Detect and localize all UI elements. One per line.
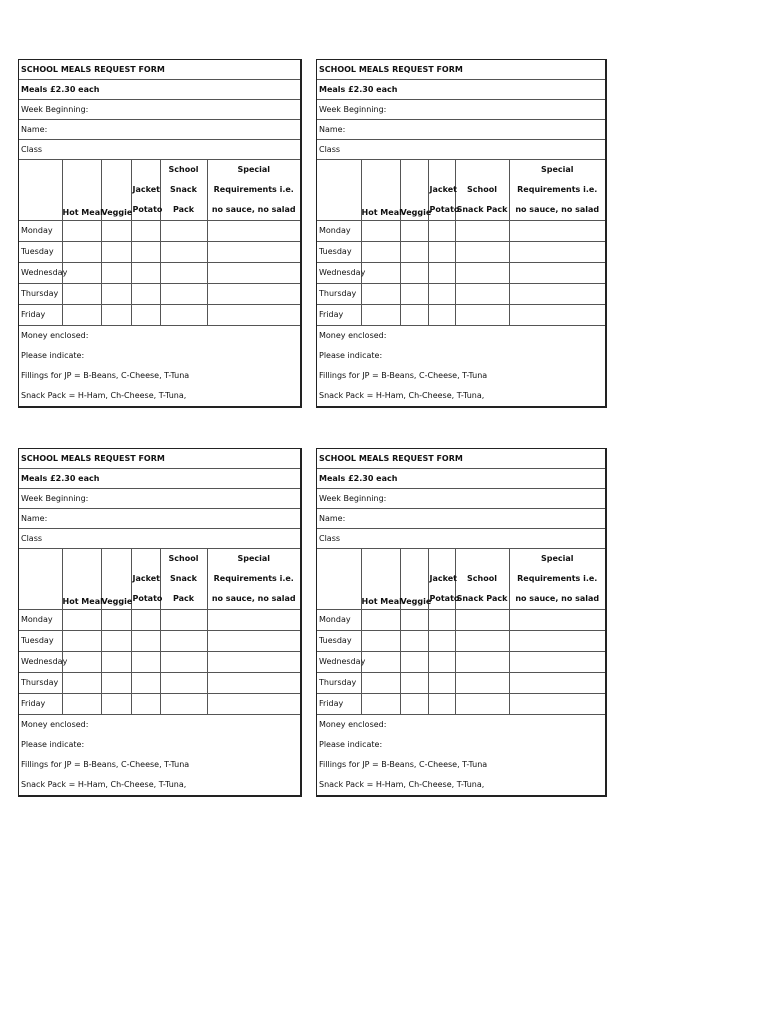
veggie-header: Veggie [400,549,428,610]
meal-request-form [316,59,607,408]
jacket-potato-cell[interactable] [428,673,455,694]
special-requirements-header: Special Requirements i.e. no sauce, no salad [207,160,300,221]
special-cell[interactable] [207,694,300,715]
day-label: Thursday [19,673,62,694]
meal-grid [19,549,300,715]
snack-pack-header: School Snack Pack [455,549,509,610]
money-enclosed-field[interactable]: Money enclosed: [21,331,89,340]
day-label: Friday [317,694,361,715]
special-cell[interactable] [207,652,300,673]
meal-price: Meals £2.30 each [19,80,300,100]
fillings-note: Fillings for JP = B-Beans, C-Cheese, T-Tuna [21,371,190,380]
day-label: Wednesday [317,263,361,284]
veggie-cell[interactable] [400,263,428,284]
day-label: Monday [19,221,62,242]
day-row [19,305,300,326]
special-requirements-header: Special Requirements i.e. no sauce, no salad [207,549,300,610]
form-title: SCHOOL MEALS REQUEST FORM [317,60,605,80]
veggie-header: Veggie [101,160,131,221]
day-row [19,242,300,263]
snack-pack-note: Snack Pack = H-Ham, Ch-Cheese, T-Tuna, [21,780,187,789]
day-row [317,305,605,326]
day-label: Thursday [317,284,361,305]
money-enclosed-field[interactable]: Money enclosed: [319,331,387,340]
day-label: Tuesday [19,242,62,263]
meal-price: Meals £2.30 each [317,80,605,100]
hot-meal-cell[interactable] [361,652,400,673]
jacket-potato-cell[interactable] [428,610,455,631]
meal-grid [317,160,605,326]
snack-pack-note: Snack Pack = H-Ham, Ch-Cheese, T-Tuna, [319,780,485,789]
special-cell[interactable] [509,242,605,263]
day-label: Wednesday [19,652,62,673]
snack-pack-cell[interactable] [160,284,207,305]
jacket-potato-cell[interactable] [428,631,455,652]
hot-meal-cell[interactable] [62,242,101,263]
money-enclosed-field[interactable]: Money enclosed: [319,720,387,729]
jacket-potato-cell[interactable] [131,242,160,263]
snack-pack-note: Snack Pack = H-Ham, Ch-Cheese, T-Tuna, [319,391,485,400]
day-label: Friday [19,694,62,715]
special-cell[interactable] [509,263,605,284]
hot-meal-cell[interactable] [62,673,101,694]
hot-meal-cell[interactable] [361,263,400,284]
please-indicate-label: Please indicate: [21,351,85,360]
special-cell[interactable] [509,694,605,715]
jacket-potato-cell[interactable] [428,284,455,305]
please-indicate-label: Please indicate: [319,351,383,360]
special-cell[interactable] [509,221,605,242]
veggie-cell[interactable] [400,221,428,242]
snack-pack-cell[interactable] [160,652,207,673]
day-row [19,673,300,694]
day-row [317,652,605,673]
hot-meal-cell[interactable] [62,610,101,631]
special-cell[interactable] [207,610,300,631]
jacket-potato-cell[interactable] [131,221,160,242]
snack-pack-cell[interactable] [455,610,509,631]
hot-meal-cell[interactable] [62,631,101,652]
special-cell[interactable] [207,242,300,263]
day-header [317,160,361,221]
snack-pack-header: School Snack Pack [455,160,509,221]
veggie-cell[interactable] [400,673,428,694]
jacket-potato-cell[interactable] [131,673,160,694]
jacket-potato-cell[interactable] [428,305,455,326]
snack-pack-cell[interactable] [455,221,509,242]
hot-meal-header: Hot Meal [62,549,101,610]
jacket-potato-cell[interactable] [131,305,160,326]
hot-meal-cell[interactable] [361,694,400,715]
veggie-cell[interactable] [400,652,428,673]
veggie-cell[interactable] [101,652,131,673]
hot-meal-header: Hot Meal [361,549,400,610]
day-row [317,610,605,631]
money-enclosed-field[interactable]: Money enclosed: [21,720,89,729]
class-field[interactable]: Class [317,140,605,160]
form-title: SCHOOL MEALS REQUEST FORM [19,449,300,469]
hot-meal-cell[interactable] [361,242,400,263]
grid-header-row [317,549,605,610]
snack-pack-header: School Snack Pack [160,549,207,610]
hot-meal-cell[interactable] [62,694,101,715]
veggie-cell[interactable] [101,242,131,263]
hot-meal-header: Hot Meal [62,160,101,221]
fillings-note: Fillings for JP = B-Beans, C-Cheese, T-Tuna [319,760,488,769]
hot-meal-cell[interactable] [62,284,101,305]
hot-meal-cell[interactable] [361,305,400,326]
day-row [19,221,300,242]
form-footer [19,715,300,795]
grid-header-row [19,160,300,221]
day-row [19,610,300,631]
day-label: Thursday [19,284,62,305]
veggie-cell[interactable] [101,673,131,694]
name-field[interactable]: Name: [317,120,605,140]
form-footer [317,715,605,795]
snack-pack-cell[interactable] [455,305,509,326]
special-cell[interactable] [509,652,605,673]
week-beginning-field[interactable]: Week Beginning: [317,489,605,509]
snack-pack-cell[interactable] [160,263,207,284]
snack-pack-note: Snack Pack = H-Ham, Ch-Cheese, T-Tuna, [21,391,187,400]
snack-pack-cell[interactable] [455,284,509,305]
special-cell[interactable] [207,284,300,305]
special-requirements-header: Special Requirements i.e. no sauce, no salad [509,160,605,221]
hot-meal-cell[interactable] [361,284,400,305]
veggie-cell[interactable] [101,631,131,652]
veggie-cell[interactable] [101,610,131,631]
special-cell[interactable] [509,305,605,326]
grid-header-row [19,549,300,610]
hot-meal-cell[interactable] [62,652,101,673]
snack-pack-cell[interactable] [455,694,509,715]
week-beginning-field[interactable]: Week Beginning: [317,100,605,120]
special-cell[interactable] [509,631,605,652]
day-row [317,631,605,652]
jacket-potato-cell[interactable] [131,694,160,715]
veggie-cell[interactable] [400,305,428,326]
day-row [19,263,300,284]
day-row [317,694,605,715]
day-label: Thursday [317,673,361,694]
special-cell[interactable] [509,673,605,694]
special-cell[interactable] [207,221,300,242]
day-header [19,549,62,610]
please-indicate-label: Please indicate: [21,740,85,749]
name-field[interactable]: Name: [19,509,300,529]
snack-pack-cell[interactable] [455,242,509,263]
jacket-potato-cell[interactable] [428,263,455,284]
snack-pack-cell[interactable] [160,221,207,242]
form-footer [19,326,300,406]
fillings-note: Fillings for JP = B-Beans, C-Cheese, T-Tuna [21,760,190,769]
grid-header-row [317,160,605,221]
snack-pack-header: School Snack Pack [160,160,207,221]
jacket-potato-cell[interactable] [131,652,160,673]
veggie-cell[interactable] [101,221,131,242]
jacket-potato-cell[interactable] [131,263,160,284]
form-footer [317,326,605,406]
meal-request-form [18,59,302,408]
snack-pack-cell[interactable] [160,694,207,715]
day-label: Wednesday [317,652,361,673]
special-cell[interactable] [207,263,300,284]
special-cell[interactable] [509,610,605,631]
hot-meal-cell[interactable] [62,305,101,326]
jacket-potato-cell[interactable] [131,610,160,631]
meal-price: Meals £2.30 each [19,469,300,489]
jacket-potato-cell[interactable] [131,284,160,305]
day-row [317,673,605,694]
hot-meal-cell[interactable] [361,673,400,694]
veggie-cell[interactable] [101,305,131,326]
please-indicate-label: Please indicate: [319,740,383,749]
jacket-potato-header: Jacket Potato [428,160,455,221]
day-header [19,160,62,221]
jacket-potato-cell[interactable] [428,242,455,263]
day-row [317,263,605,284]
day-row [19,652,300,673]
special-cell[interactable] [207,673,300,694]
class-field[interactable]: Class [317,529,605,549]
week-beginning-field[interactable]: Week Beginning: [19,100,300,120]
day-label: Tuesday [19,631,62,652]
day-row [317,242,605,263]
snack-pack-cell[interactable] [160,305,207,326]
week-beginning-field[interactable]: Week Beginning: [19,489,300,509]
veggie-cell[interactable] [400,242,428,263]
name-field[interactable]: Name: [19,120,300,140]
special-requirements-header: Special Requirements i.e. no sauce, no salad [509,549,605,610]
fillings-note: Fillings for JP = B-Beans, C-Cheese, T-Tuna [319,371,488,380]
day-header [317,549,361,610]
jacket-potato-header: Jacket Potato [131,160,160,221]
jacket-potato-cell[interactable] [131,631,160,652]
veggie-cell[interactable] [400,694,428,715]
snack-pack-cell[interactable] [160,242,207,263]
snack-pack-cell[interactable] [455,652,509,673]
hot-meal-cell[interactable] [62,263,101,284]
hot-meal-header: Hot Meal [361,160,400,221]
meal-grid [317,549,605,715]
day-row [19,284,300,305]
veggie-cell[interactable] [101,284,131,305]
day-row [19,694,300,715]
snack-pack-cell[interactable] [160,673,207,694]
class-field[interactable]: Class [19,529,300,549]
day-label: Tuesday [317,631,361,652]
hot-meal-cell[interactable] [361,631,400,652]
special-cell[interactable] [509,284,605,305]
jacket-potato-cell[interactable] [428,652,455,673]
meal-request-form [316,448,607,797]
special-cell[interactable] [207,631,300,652]
meal-price: Meals £2.30 each [317,469,605,489]
snack-pack-cell[interactable] [455,673,509,694]
hot-meal-cell[interactable] [361,610,400,631]
snack-pack-cell[interactable] [455,263,509,284]
veggie-cell[interactable] [400,631,428,652]
day-row [317,284,605,305]
hot-meal-cell[interactable] [361,221,400,242]
day-label: Friday [19,305,62,326]
meal-grid [19,160,300,326]
veggie-cell[interactable] [101,694,131,715]
day-row [317,221,605,242]
day-label: Monday [317,221,361,242]
snack-pack-cell[interactable] [160,631,207,652]
day-label: Monday [317,610,361,631]
jacket-potato-header: Jacket Potato [131,549,160,610]
day-label: Monday [19,610,62,631]
jacket-potato-cell[interactable] [428,694,455,715]
form-title: SCHOOL MEALS REQUEST FORM [317,449,605,469]
snack-pack-cell[interactable] [455,631,509,652]
veggie-cell[interactable] [400,610,428,631]
day-label: Friday [317,305,361,326]
special-cell[interactable] [207,305,300,326]
jacket-potato-header: Jacket Potato [428,549,455,610]
jacket-potato-cell[interactable] [428,221,455,242]
veggie-header: Veggie [400,160,428,221]
veggie-cell[interactable] [101,263,131,284]
form-title: SCHOOL MEALS REQUEST FORM [19,60,300,80]
snack-pack-cell[interactable] [160,610,207,631]
day-label: Wednesday [19,263,62,284]
class-field[interactable]: Class [19,140,300,160]
meal-request-form [18,448,302,797]
day-row [19,631,300,652]
name-field[interactable]: Name: [317,509,605,529]
veggie-cell[interactable] [400,284,428,305]
hot-meal-cell[interactable] [62,221,101,242]
day-label: Tuesday [317,242,361,263]
veggie-header: Veggie [101,549,131,610]
